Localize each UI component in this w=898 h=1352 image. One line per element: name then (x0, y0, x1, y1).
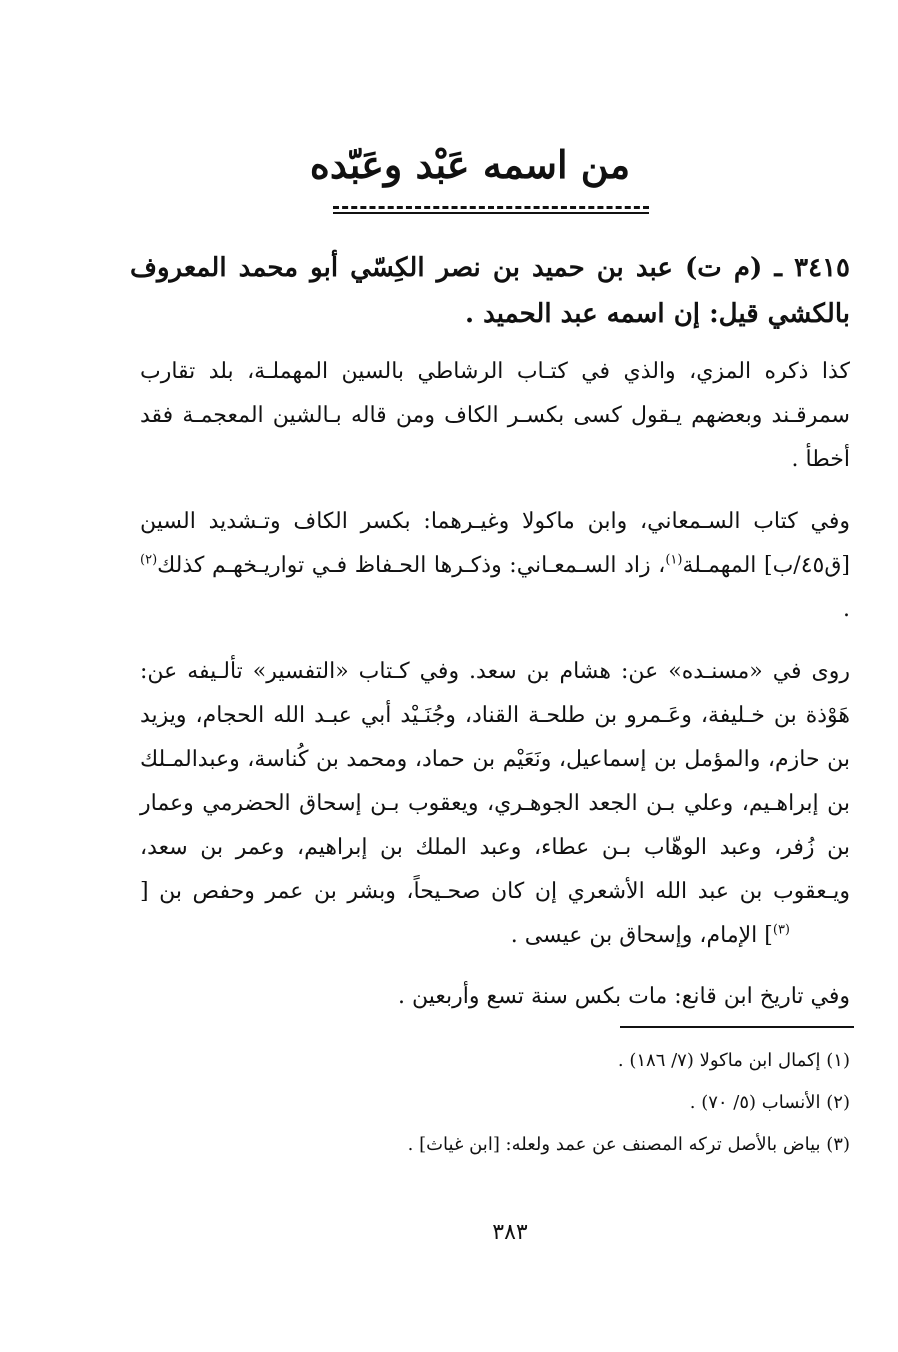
footnote-ref-1[interactable]: (١) (665, 552, 683, 568)
paragraph-samani-text-c: . (843, 597, 850, 622)
footnote-ref-3[interactable]: (٣) (772, 922, 790, 938)
paragraph-samani (140, 500, 850, 632)
paragraph-samani-text-a: وفي كتاب السـمعاني، وابن ماكولا وغيـرهما: بكسر الكاف وتـشديد السين [ق٤٥/ب] المهمـلة (140, 509, 850, 578)
footnote-1: (١) إكمال ابن ماكولا (٧/ ١٨٦) . (617, 1050, 850, 1071)
footnote-2: (٢) الأنساب (٥/ ٧٠) . (689, 1092, 850, 1113)
paragraph-samani-text-b: ، زاد السـمعـاني: وذكـرها الحـفاظ فـي تواريـخهـم كذلك (157, 553, 666, 578)
entry-heading: ٣٤١٥ ـ (م ت) عبد بن حميد بن نصر الكِسّي أبو محمد المعروف بالكشي قيل: إن اسمه عبد الحميد . (130, 253, 850, 329)
footnotes (200, 1040, 850, 1166)
footnote-ref-2[interactable]: (٢) (140, 552, 158, 568)
paragraph-narrators-text-b: ] الإمام، وإسحاق بن عيسى . (510, 923, 773, 948)
paragraph-death: وفي تاريخ ابن قانع: مات بكس سنة تسع وأربعين . (398, 984, 850, 1009)
paragraph-narrators-text-a: روى في «مسنـده» عن: هشام بن سعد. وفي كـتاب «التفسير» تألـيفه عن: هَوْذة بن خـليفة، وعَـمرو بن طلحـة القناد، وجُنَـيْد أبي عبـد الله الحجام، ويزيد بن حازم، والمؤمل بن إسماعيل، ونَعَيْم بن حماد، ومحمد بن كُناسة، وعبدالمـلك بن إبراهـيم، وعلي بـن الجعد الجوهـري، ويعقوب بـن إسحاق الحضرمي وعمار بن زُفر، وعبد الوهّاب بـن عطاء، وعبد الملك بن إبراهيم، وعمر بن سعد، ويـعقوب بن عبد الله الأشعري إن كان صحـيحاً، وبشر بن عمر وحفص بن [ (140, 659, 850, 904)
section-title: من اسمه عَبْد وعَبّده (309, 142, 631, 187)
paragraph-narrators (140, 650, 850, 958)
title-underline-dashed (333, 206, 649, 209)
footnote-3: (٣) بياض بالأصل تركه المصنف عن عمد ولعله: [ابن غياث] . (407, 1134, 850, 1155)
footnote-separator (620, 1026, 854, 1028)
paragraph-nisba: كذا ذكره المزي، والذي في كتـاب الرشاطي بالسين المهملـة، بلد تقارب سمرقـند وبعضهم يـقول كسى بكسـر الكاف ومن قاله بـالشين المعجمـة فقد أخطأ . (140, 359, 850, 472)
page-number: ٣٨٣ (492, 1220, 528, 1245)
title-underline-solid (333, 212, 649, 214)
